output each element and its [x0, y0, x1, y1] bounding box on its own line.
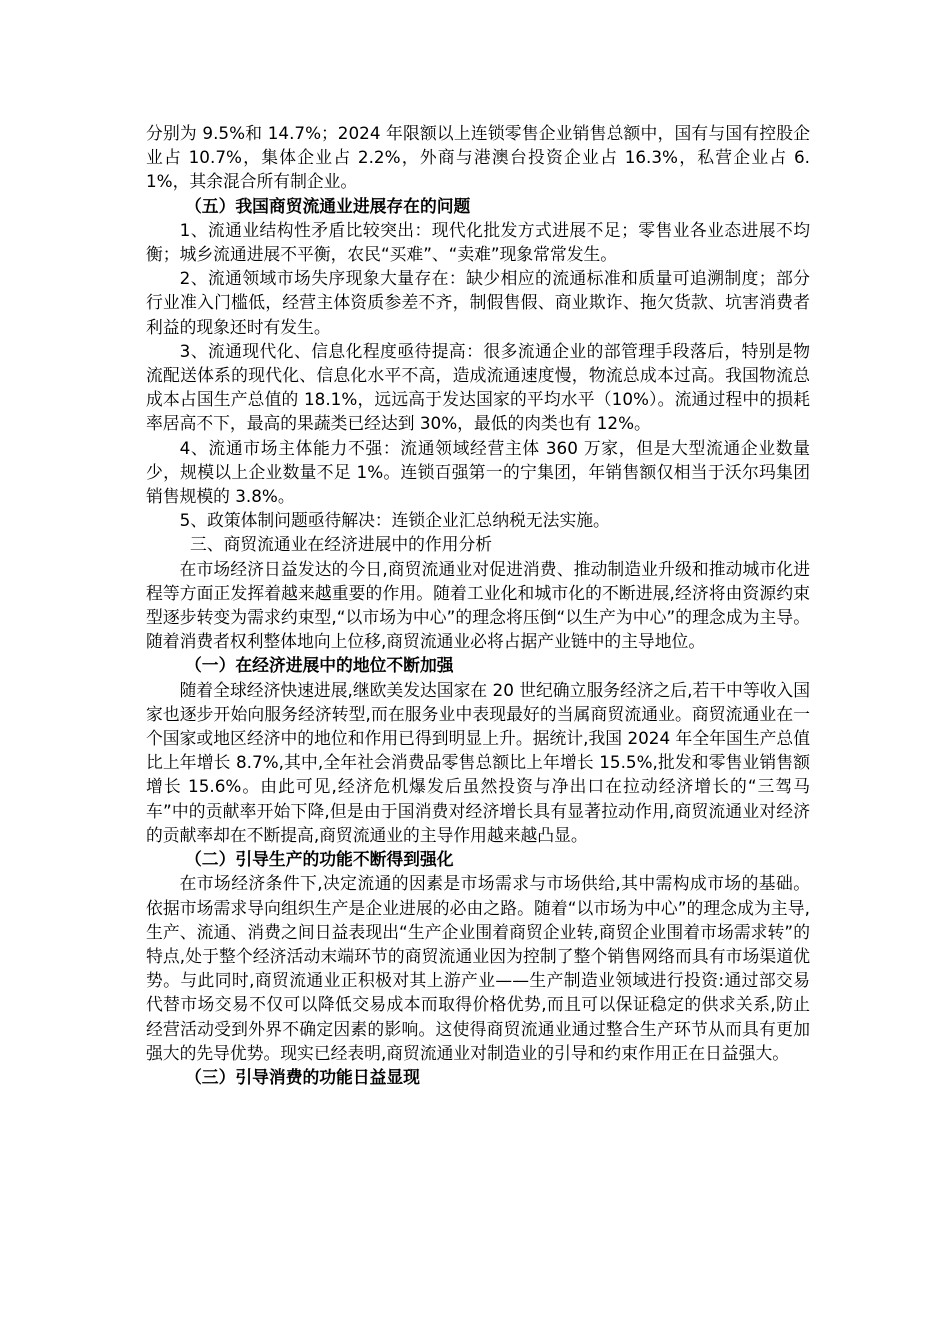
document-page — [146, 121, 810, 1089]
paragraph-status: 随着全球经济快速进展,继欧美发达国家在 20 世纪确立服务经济之后,若干中等收入国家也逐步开始向服务经济转型,而在服务业中表现最好的当属商贸流通业。商贸流通业在一个国家或地区经济中的地位和作用已得到明显上升。据统计,我国 2024 年全年国生产总值比上年增长 8.7%,其中,全年社会消费品零售总额比上年增长 15.5%,批发和零售业销售额增长 15.6%。由此可见,经济危机爆发后虽然投资与净出口在拉动经济增长的“三驾马车”中的贡献率开始下降,但是由于国消费对经济增长具有显著拉动作用,商贸流通业对经济的贡献率却在不断提高,商贸流通业的主导作用越来越凸显。 — [146, 679, 810, 845]
paragraph-role-intro: 在市场经济日益发达的今日,商贸流通业对促进消费、推动制造业升级和推动城市化进程等方面正发挥着越来越重要的作用。随着工业化和城市化的不断进展,经济将由资源约束型逐步转变为需求约束型,“以市场为中心”的理念将压倒“以生产为中心”的理念成为主导。随着消费者权利整体地向上位移,商贸流通业必将占据产业链中的主导地位。 — [146, 558, 810, 652]
paragraph-guiding-production: 在市场经济条件下,决定流通的因素是市场需求与市场供给,其中需构成市场的基础。依据市场需求导向组织生产是企业进展的必由之路。随着“以市场为中心”的理念成为主导,生产、流通、消费之间日益表现出“生产企业围着商贸企业转,商贸企业围着市场需求转”的特点,处于整个经济活动末端环节的商贸流通业因为控制了整个销售网络而具有市场渠道优势。与此同时,商贸流通业正积极对其上游产业——生产制造业领域进行投资:通过部交易代替市场交易不仅可以降低交易成本而取得价格优势,而且可以保证稳定的供求关系,防止经营活动受到外界不确定因素的影响。这使得商贸流通业通过整合生产环节从而具有更加强大的先导优势。现实已经表明,商贸流通业对制造业的引导和约束作用正在日益强大。 — [146, 873, 810, 1063]
heading-guiding-production: （二）引导生产的功能不断得到强化 — [185, 849, 454, 870]
paragraph-problem-4: 4、流通市场主体能力不强：流通领域经营主体 360 万家，但是大型流通企业数量少，规模以上企业数量不足 1%。连锁百强第一的宁集团，年销售额仅相当于沃尔玛集团销售规模的 3.8%。 — [146, 437, 810, 507]
section-title-role-analysis: 三、商贸流通业在经济进展中的作用分析 — [190, 534, 493, 555]
heading-problems: （五）我国商贸流通业进展存在的问题 — [185, 195, 471, 216]
heading-status-strengthening: （一）在经济进展中的地位不断加强 — [185, 655, 454, 676]
paragraph-problem-3: 3、流通现代化、信息化程度亟待提高：很多流通企业的部管理手段落后，特别是物流配送体系的现代化、信息化水平不高，造成流通速度慢，物流总成本过高。我国物流总成本占国生产总值的 18.1%，远远高于发达国家的平均水平（10%）。流通过程中的损耗率居高不下，最高的果蔬类已经达到 30%，最低的肉类也有 12%。 — [146, 340, 810, 434]
paragraph-ownership-shares: 分别为 9.5%和 14.7%；2024 年限额以上连锁零售企业销售总额中，国有与国有控股企业占 10.7%，集体企业占 2.2%，外商与港澳台投资企业占 16.3%，私营企业占 6.1%，其余混合所有制企业。 — [146, 123, 810, 192]
heading-guiding-consumption: （三）引导消费的功能日益显现 — [185, 1066, 420, 1087]
paragraph-problem-1: 1、流通业结构性矛盾比较突出：现代化批发方式进展不足；零售业各业态进展不均衡；城乡流通进展不平衡，农民“买难”、“卖难”现象常常发生。 — [146, 219, 810, 265]
paragraph-problem-5: 5、政策体制问题亟待解决：连锁企业汇总纳税无法实施。 — [179, 510, 610, 531]
paragraph-problem-2: 2、流通领域市场失序现象大量存在：缺少相应的流通标准和质量可追溯制度；部分行业准入门槛低，经营主体资质参差不齐，制假售假、商业欺诈、拖欠货款、坑害消费者利益的现象还时有发生。 — [146, 268, 810, 337]
